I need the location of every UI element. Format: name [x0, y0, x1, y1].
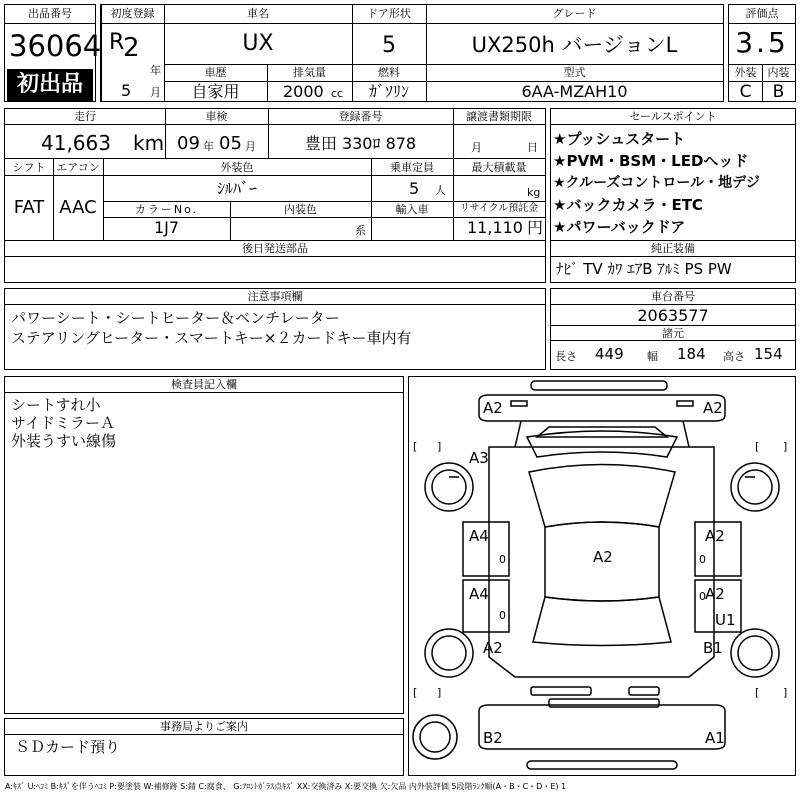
inspection-header: 車検 [205, 110, 228, 123]
inspector-line: 外装うすい線傷 [11, 432, 117, 450]
bracket-mark: ] [437, 686, 442, 699]
ext-score-header: 外装 [734, 66, 757, 79]
office-value: ＳＤカード預り [15, 738, 121, 756]
damage-mark: B1 [703, 639, 723, 657]
inspector-line: シートすれ小 [11, 396, 101, 414]
ext-color-header: 外装色 [220, 161, 254, 174]
door-zero-mark: 0 [699, 590, 706, 603]
recycle-unit: 円 [527, 218, 544, 237]
length-label: 長さ [555, 350, 577, 363]
ext-color-value: ｼﾙﾊﾞｰ [216, 179, 257, 198]
door-zero-mark: 0 [699, 553, 706, 566]
score-header: 評価点 [745, 7, 779, 20]
displacement-value: 2000 [283, 82, 324, 101]
recycle-value: 11,110 [467, 218, 523, 237]
inspection-month-unit: 月 [245, 140, 256, 153]
inspection-month: 05 [219, 133, 242, 154]
sales-points-box [550, 108, 796, 241]
cautions-header: 注意事項欄 [247, 290, 303, 303]
color-no-value: 1J7 [153, 218, 180, 237]
reg-month: 5 [121, 81, 132, 100]
capacity-unit: 人 [435, 184, 446, 197]
transfer-month-unit: 月 [471, 141, 482, 154]
score-box [728, 4, 796, 102]
first-listing-badge [7, 69, 93, 101]
door-header: ドア形状 [367, 7, 411, 20]
grade-value: UX250h バージョンL [471, 33, 678, 57]
equipment-box [550, 240, 796, 283]
mileage-header: 走行 [74, 110, 96, 123]
damage-mark: A3 [469, 449, 489, 467]
inspector-header: 検査員記入欄 [171, 378, 237, 391]
bracket-mark: [ [413, 686, 418, 699]
office-box [4, 718, 404, 776]
bracket-mark: [ [755, 440, 760, 453]
later-parts-header: 後日発送部品 [242, 242, 308, 255]
bracket-mark: [ [413, 440, 418, 453]
transfer-header: 譲渡書類期限 [466, 110, 532, 123]
aircon-value: AAC [59, 197, 97, 218]
later-parts-box [4, 240, 546, 283]
plate-header: 登録番号 [338, 110, 383, 123]
transfer-day-unit: 日 [527, 141, 538, 154]
damage-mark: A1 [705, 729, 725, 747]
length-value: 449 [595, 345, 624, 363]
equipment-header: 純正装備 [651, 242, 695, 255]
first-listing-label: 初出品 [16, 72, 83, 97]
recycle-header: リサイクル預託金 [459, 203, 539, 214]
mileage-unit: km [133, 131, 165, 155]
reg-year: 2 [123, 33, 140, 63]
damage-mark: A4 [469, 527, 489, 545]
bracket-mark: ] [437, 440, 442, 453]
plate-value: 豊田 330ﾛ 878 [304, 134, 417, 153]
capacity-value: 5 [409, 179, 420, 198]
sales-point-item: ★プッシュスタート [553, 130, 686, 148]
damage-mark: A2 [593, 548, 613, 566]
inspection-year: 09 [177, 133, 200, 154]
model-header: 型式 [563, 66, 586, 79]
aircon-header: エアコン [56, 161, 100, 174]
inspector-box [4, 376, 404, 714]
door-zero-mark: 0 [499, 553, 506, 566]
inspector-line: サイドミラーＡ [11, 414, 115, 432]
legend-text: A:ｷｽﾞ U:ﾍｺﾐ B:ｷｽﾞを伴うﾍｺﾐ P:要塗装 W:補修跡 S:錆 C:腐食、 G:ﾌﾛﾝﾄｶﾞﾗｽ点ｷｽﾞ XX:交換済み X:要交換 欠:欠品 内外装評価 5段階ﾗﾝｸ順(A・B・C・D・E) 1 [5, 782, 567, 791]
width-value: 184 [677, 345, 706, 363]
fuel-value: ｶﾞｿﾘﾝ [368, 82, 409, 101]
chassis-value: 2063577 [637, 306, 709, 325]
chassis-box [550, 288, 796, 370]
displacement-unit: cc [331, 87, 344, 100]
damage-mark: A2 [483, 639, 503, 657]
damage-mark: A2 [705, 527, 725, 545]
width-label: 幅 [647, 350, 658, 363]
ext-score: C [739, 82, 752, 102]
history-value: 自家用 [191, 82, 240, 101]
car-name-header: 車名 [247, 7, 269, 20]
caution-line: パワーシート・シートヒーター＆ベンチレーター [11, 309, 340, 327]
history-header: 車歴 [204, 66, 227, 79]
shift-header: シフト [12, 161, 46, 174]
car-diagram-box [408, 376, 796, 776]
damage-mark: A2 [703, 399, 723, 417]
reg-year-unit: 年 [150, 64, 161, 77]
import-header: 輸入車 [395, 203, 429, 216]
fuel-header: 燃料 [378, 66, 400, 79]
grade-header: グレード [552, 7, 597, 20]
dims-header: 諸元 [662, 327, 684, 340]
damage-mark: A2 [483, 399, 503, 417]
damage-mark: B2 [483, 729, 503, 747]
inspection-year-unit: 年 [203, 140, 214, 153]
caution-line: ステアリングヒーター・スマートキー×２カードキー車内有 [11, 329, 412, 347]
sales-points-header: セールスポイント [629, 110, 717, 123]
lot-number-box [4, 4, 102, 102]
height-label: 高さ [723, 350, 745, 363]
sales-point-item: ★PVM・BSM・LEDヘッド [553, 152, 749, 170]
damage-mark: U1 [715, 611, 736, 629]
lot-number: 36064 [9, 29, 102, 63]
details-grid [4, 108, 546, 241]
equipment-value: ﾅﾋﾞ TV ｶﾜ ｴｱB ｱﾙﾐ PS PW [556, 260, 732, 278]
reg-era: R [109, 30, 125, 55]
int-score-header: 内装 [767, 66, 790, 79]
int-score: B [772, 82, 785, 102]
header-grid [100, 4, 724, 102]
height-value: 154 [754, 345, 783, 363]
sales-point-item: ★バックカメラ・ETC [553, 196, 703, 214]
office-header: 事務局よりご案内 [160, 720, 248, 733]
shift-value: FAT [13, 197, 45, 218]
damage-mark: A2 [705, 585, 725, 603]
reg-month-unit: 月 [150, 86, 161, 99]
sales-point-item: ★パワーバックドア [553, 218, 686, 236]
door-value: 5 [382, 33, 396, 58]
car-name: UX [242, 31, 274, 56]
bracket-mark: ] [783, 686, 788, 699]
sales-point-item: ★クルーズコントロール・地デジ [553, 175, 760, 191]
damage-mark: A4 [469, 585, 489, 603]
lot-number-header: 出品番号 [28, 7, 72, 20]
first-reg-header: 初度登録 [110, 7, 155, 20]
chassis-header: 車台番号 [651, 290, 695, 303]
car-diagram [409, 377, 795, 775]
cautions-box [4, 288, 546, 370]
displacement-header: 排気量 [293, 66, 326, 79]
score-value: 3.5 [735, 26, 789, 59]
bracket-mark: [ [755, 686, 760, 699]
model-value: 6AA-MZAH10 [521, 82, 628, 101]
mileage-value: 41,663 [41, 131, 111, 155]
int-color-header: 内装色 [284, 203, 317, 216]
door-zero-mark: 0 [499, 609, 506, 622]
bracket-mark: ] [783, 440, 788, 453]
max-load-header: 最大積載量 [471, 161, 527, 174]
color-no-header: カラーNo. [134, 203, 199, 216]
capacity-header: 乗車定員 [390, 161, 434, 174]
max-load-unit: kg [527, 186, 541, 199]
int-color-unit: 系 [355, 224, 366, 237]
